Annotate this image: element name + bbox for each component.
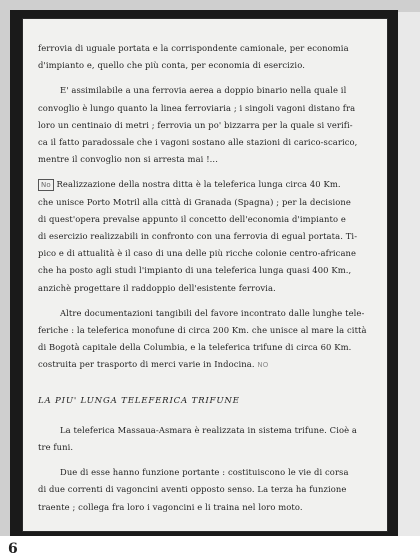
text-line: di quest'opera prevalse appunto il concetto dell'economia d'impianto e xyxy=(38,213,346,224)
text-line: ca il fatto paradossale che i vagoni sostano alle stazioni di carico-scarico, xyxy=(38,137,358,148)
paragraph xyxy=(38,176,370,296)
text-line: feriche : la teleferica monofune di circa 200 Km. che unisce al mare la città xyxy=(38,325,367,336)
text-line: Altre documentazioni tangibili del favore incontrato dalle lunghe tele- xyxy=(60,307,365,318)
text-line: anzichè progettare il raddoppio dell'esistente ferrovia. xyxy=(38,282,276,293)
text-line: di due correnti di vagoncini aventi opposto senso. La terza ha funzione xyxy=(38,484,347,495)
page-number: 6 xyxy=(8,541,18,557)
text-line: Realizzazione della nostra ditta è la teleferica lunga circa 40 Km. xyxy=(56,179,341,190)
margin-mark-close: NO xyxy=(257,361,269,370)
text-line: mentre il convoglio non si arresta mai !... xyxy=(38,154,218,165)
text-line: pico e di attualità è il caso di una delle più ricche colonie centro-africane xyxy=(38,248,357,259)
text-line: tre funi. xyxy=(38,442,74,453)
text-line: Due di esse hanno funzione portante : costituiscono le vie di corsa xyxy=(60,467,349,478)
text-line: ferrovia di uguale portata e la corrispondente camionale, per economia xyxy=(38,43,349,53)
text-line: che ha posto agli studi l'impianto di una teleferica lunga quasi 400 Km., xyxy=(38,265,352,276)
text-line: che unisce Porto Motril alla città di Granada (Spagna) ; per la decisione xyxy=(38,196,351,207)
paragraph xyxy=(38,40,370,74)
text-line: di esercizio realizzabili in confronto con una ferrovia di egual portata. Ti- xyxy=(38,231,358,242)
section-heading: LA PIU' LUNGA TELEFERICA TRIFUNE xyxy=(38,395,240,406)
text-line: costruita per trasporto di merci varie in Indocina. xyxy=(38,359,255,370)
paragraph xyxy=(38,82,370,168)
text-line: E' assimilabile a una ferrovia aerea a doppio binario nella quale il xyxy=(60,85,347,96)
paragraph xyxy=(38,464,370,516)
paragraph xyxy=(38,422,370,456)
margin-mark-open: No xyxy=(38,179,54,191)
text-line: La teleferica Massaua-Asmara è realizzata in sistema trifune. Cioè a xyxy=(60,424,358,435)
paragraph xyxy=(38,305,370,375)
text-line: d'impianto e, quello che più conta, per economia di esercizio. xyxy=(38,60,305,71)
photo-edge-bottom xyxy=(0,536,420,560)
page-text xyxy=(38,40,370,516)
text-line: loro un centinaio di metri ; ferrovia un po' bizzarra per la quale si verifi- xyxy=(38,119,353,130)
text-line: convoglio è lungo quanto la linea ferroviaria ; i singoli vagoni distano fra xyxy=(38,102,356,113)
text-line: traente ; collega fra loro i vagoncini e li traina nel loro moto. xyxy=(38,501,303,512)
text-line: di Bogotà capitale della Columbia, e la teleferica trifune di circa 60 Km. xyxy=(38,342,352,353)
